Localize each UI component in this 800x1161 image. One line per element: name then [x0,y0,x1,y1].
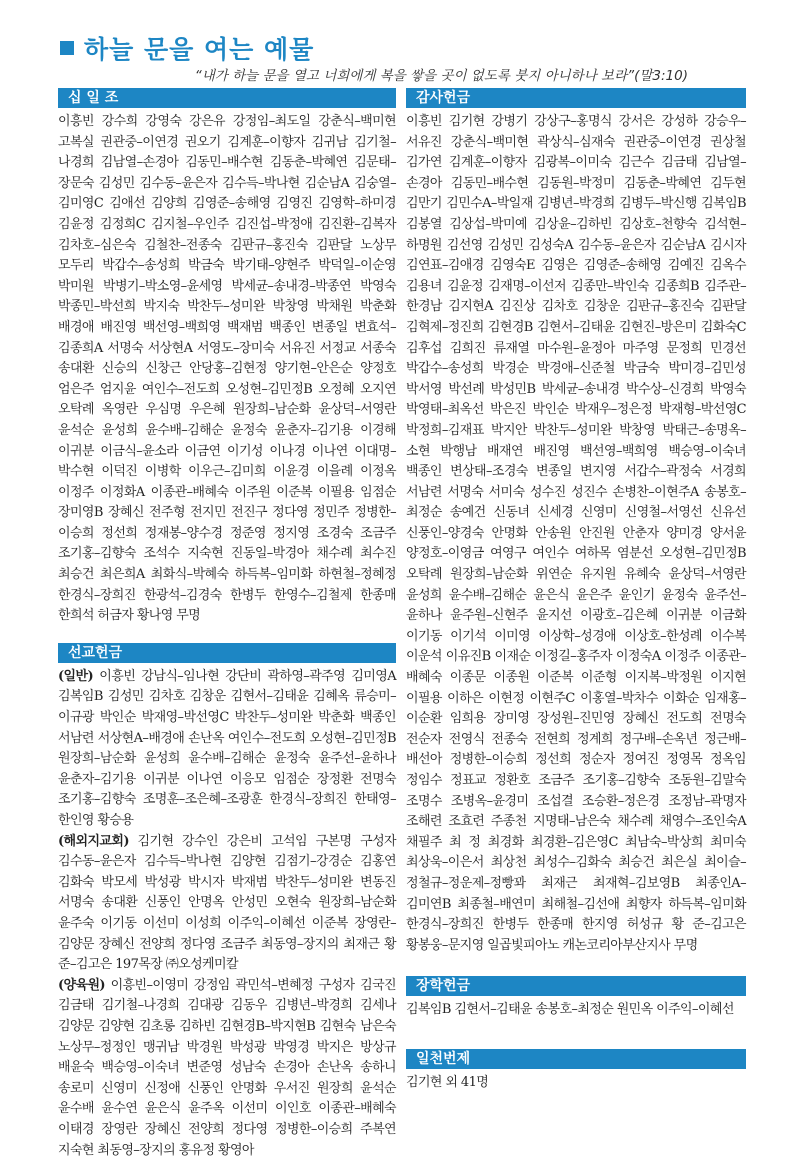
thousand-offering-section [406,1049,746,1094]
section-body: 김기현 외 41명 [406,1074,489,1090]
mission-section [58,643,396,1161]
mission-group [58,667,396,832]
section-heading: 장학헌금 [406,976,746,996]
section-heading: 선교헌금 [58,643,396,663]
title-square-icon [60,41,74,55]
section-body [58,667,396,1161]
right-column [406,88,746,1094]
scripture-verse: “내가 하늘 문을 열고 너희에게 복을 쌓을 곳이 없도록 붓지 아니하나 보라”(말3:10) [194,68,688,84]
mission-group [58,832,396,976]
scholarship-section [406,976,746,1021]
group-text: 김기현 강수인 강은비 고석임 구본명 구성자 김수동–윤은자 김수득–박나현 김양현 김점기–강경순 김홍연 김화숙 박모세 박성광 박시자 박재범 박찬두–성미완 변동진 서명숙 송대환 신풍인 안명옥 안성민 오현숙 원장희–남순화 윤주숙 이기동 이선미 이성희 이주익–이혜선 이준복 장영란–김양문 장혜신 전양희 정다영 조금주 최동영–장지의 최재근 황 준–김고은 197목장 ㈜오성케미칼 [58,833,396,973]
mission-group [58,976,396,1161]
thanks-section [406,88,746,956]
group-label: (일반) [58,668,94,684]
group-label: (해외지교회) [58,833,129,849]
group-text: 이흥빈–이영미 강정임 곽민석–변혜정 구성자 김국진 김금태 김기철–나경희 김대광 김동우 김병년–박경희 김세나 김양문 김양현 김초롱 김하빈 김현경B–박지현B 김현숙 남은숙 노상무–정정인 맹귀남 박경원 박성광 박영경 박지은 방상규 배윤숙 백승영–이숙녀 변준영 성남숙 손경아 손난옥 송하니 송로미 신영미 신정애 신풍인 안명화 우서진 원장희 윤석순 윤수배 윤수연 윤은식 윤주옥 이선미 이인호 이종관–배혜숙 이태경 장영란 장혜신 전양희 정다영 정병한–이승희 주복연 지숙현 최동영–장지의 홍유정 황영아 [58,977,396,1158]
section-body: 이흥빈 강수희 강영숙 강은유 강정임–최도일 강춘식–백미현 고복실 권관중–이연경 권오기 김계훈–이향자 김귀남 김기철–나경희 김남열–손경아 김동민–배수현 김동춘–박혜연 김문태–장문숙 김성민 김수동–윤은자 김수득–박나현 김순남A 김숭열–김미영C 김애선 김양희 김영준–송해영 김영진 김영학–하미경 김윤정 김정희C 김지철–우인주 김진섭–박정애 김진환–김복자 김차호–심은숙 김철찬–전종숙 김판규–홍진숙 김판달 노상무 모두리 박갑수–송성희 박금숙 박기태–양현주 박덕일–이순영 박미원 박병기–박소영–윤세영 박세균–송내경–박종연 박영숙 박종민–박선희 박지숙 박찬두–성미완 박창영 박채원 박춘화 배경애 배진영 백선영–백희영 백재범 백종인 변종일 변효석–김종희A 서명숙 서상현A 서영도–장미숙 서유진 서정교 서종숙 송대환 신승의 신창근 안당홍–김현정 양기현–안은순 양정호 엄은주 엄지윤 여인수–전도희 오성현–김민정B 오정혜 오지연 오탁례 옥영란 우심명 우은혜 원장희–남순화 윤상덕–서영란 윤석순 윤성희 윤수배–김해순 윤정숙 윤춘자–김기용 이경해 이귀분 이금식–윤소라 이금연 이기성 이나경 이나연 이대명–박수현 이덕진 이병학 이우근–김미희 이윤경 이을례 이정옥 이정주 이정화A 이종관–배혜숙 이주원 이준복 이필용 임점순 장미영B 장혜신 전주형 전지민 전진구 정다영 정민주 정병한–이승희 정선희 정재봉–양수경 정준영 정지영 조경숙 조금주 조기홍–김향숙 조석수 지숙현 진동일–박경아 채수례 최수진 최승건 최은희A 최화식–박혜숙 하득복–임미화 하현철–정혜정 한경식–장희진 한광석–김경숙 한병두 한영수–김철제 한종매 한희석 허금자 황나영 무명 [58,114,396,624]
section-heading: 일천번제 [406,1049,746,1069]
section-heading: 십 일 조 [58,88,396,108]
section-body: 김복임B 김현서–김태윤 송봉호–최정순 원민옥 이주익–이혜선 [406,1002,734,1018]
page-title-text: 하늘 문을 여는 예물 [84,35,315,64]
page-title [60,30,314,66]
section-body: 이흥빈 김기현 강병기 강상구–홍명식 강서은 강성하 강승우–서유진 강춘식–백미현 곽상식–심재숙 권관중–이연경 권상철 김가연 김계훈–이향자 김광복–이미숙 김근수 김금태 김남열–손경아 김동민–배수현 김동원–박정미 김동춘–박혜연 김두현 김만기 김민수A–박일재 김병년–박경희 김병두–박신행 김복임B 김봉열 김상섭–박미예 김상윤–김하빈 김상호–천향숙 김석현–하명원 김선영 김성민 김성숙A 김수동–윤은자 김순남A 김시자 김연표–김애경 김영숙E 김영은 김영준–송해영 김예진 김옥수 김용녀 김윤정 김재명–이선저 김종만–박인숙 김종희B 김주관–한경남 김지현A 김진상 김차호 김창운 김판규–홍진숙 김판달 김혁제–정진희 김현경B 김현서–김태윤 김현진–방은미 김화숙C 김후섭 김희진 류재열 마수원–윤정아 마주영 문정희 민경선 박갑수–송성희 박경순 박경애–신준철 박금숙 박미경–김민성 박서영 박선례 박성민B 박세균–송내경 박수상–신경희 박영숙 박영태–최옥선 박은진 박인순 박재우–정은정 박재형–박선영C 박정희–김재표 박지안 박찬두–성미완 박창영 박태근–송명옥–소현 박행남 배재연 배진영 백선영–백희영 백승영–이숙녀 백종인 변상태–조경숙 변종일 변지영 서갑수–곽정숙 서경희 서남련 서명숙 서미숙 성수진 성진수 손병찬–이현주A 송봉호–최정순 송예건 신동녀 신세경 신영미 신영철–서영선 신유선 신풍인–양경숙 안명화 안송원 안진원 안춘자 양미경 양서윤 양정호–이영금 여영구 여인수 여하목 염분선 오성현–김민정B 오탁례 원장희–남순화 위연순 유지원 유혜숙 윤상덕–서영란 윤성희 윤수배–김해순 윤은식 윤은주 윤인기 윤정숙 윤주선–윤하나 윤주원–신현주 윤지선 이광호–김은혜 이귀분 이금화 이기동 이기석 이미영 이상학–성경애 이상호–한성례 이수복 이운석 이유진B 이재순 이정길–홍주자 이정숙A 이정주 이종관–배혜숙 이종문 이종원 이준복 이준형 이지복–박정원 이지현 이필용 이하은 이현정 이현주C 이홍열–박차수 이화순 임재홍–이순환 임희용 장미영 장성원–진민영 장혜신 전도희 전명숙 전순자 전영식 전종숙 전현희 정계희 정구배–손옥년 정근배–배선아 정병한–이승희 정선희 정순자 정여진 정영목 정옥임 정임수 정표교 정환호 조금주 조기홍–김향숙 조동원–김말숙 조명수 조병옥–윤경미 조섭결 조승환–정은경 조정남–곽명자 조해련 조효련 주종천 지명태–남은숙 채수례 채영수–조인숙A 채필주 최 정 최경화 최경환–김은영C 최남숙–박상희 최미숙 최상욱–이은서 최상천 최성수–김화숙 최승건 최은실 최이슬–정철규–정운제–정빵꽈 최재근 최재혁–김보영B 최종인A–김미연B 최종철–배연미 최해철–김선애 최향자 하득복–임미화 한경식–장희진 한병두 한종매 한지영 허성규 황 준–김고은 황봉웅–문지영 일곱빛피아노 캐논코리아부산지사 무명 [406,114,746,953]
tithe-section [58,88,396,627]
group-text: 이흥빈 강남식–임나현 강단비 곽하영–곽주영 김미영A 김복임B 김성민 김차호 김창운 김현서–김태윤 김혜옥 류승미–이규광 박인순 박재영–박선영C 박찬두–성미완 박춘화 백종인 서남련 서상현A–배경애 손난옥 여인수–전도희 오성현–김민정B 원장희–남순화 윤성희 윤수배–김해순 윤정숙 윤주선–윤하나 윤춘자–김기용 이귀분 이나연 이응모 임점순 장정환 전명숙 조기홍–김향숙 조명훈–조은혜–조광훈 한경식–장희진 한태영–한인영 황승용 [58,668,396,828]
group-label: (양육원) [58,977,105,993]
left-column [58,88,396,1161]
section-heading: 감사헌금 [406,88,746,108]
